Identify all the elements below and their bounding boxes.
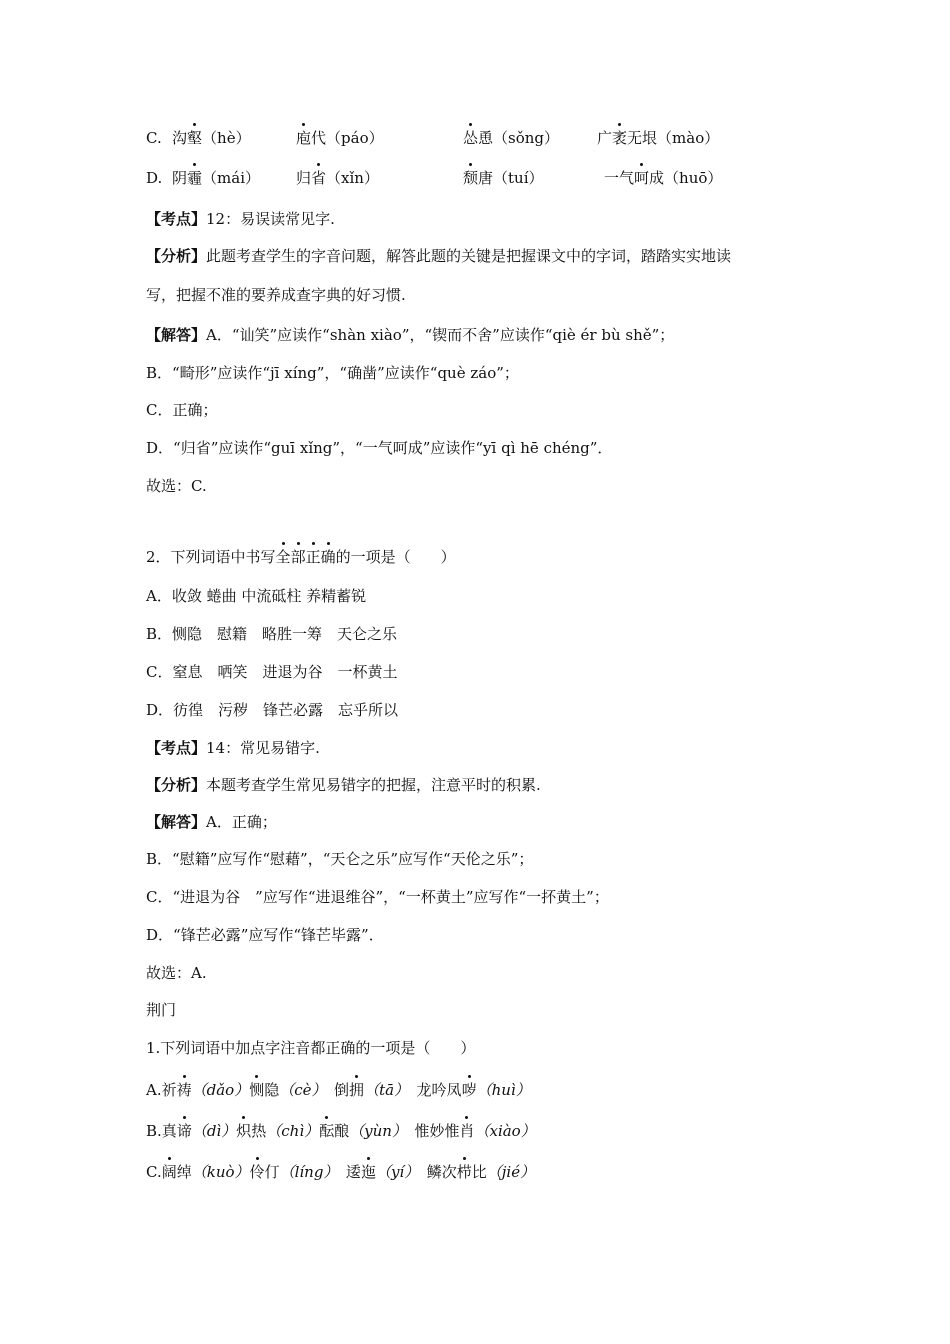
q1-c-item-1: 沟壑（hè） — [172, 129, 251, 147]
q2-option-c: C．窒息 哂笑 进退为谷 一杯黄土 — [146, 663, 398, 681]
q2-jieda-c: C．“进退为谷 ”应写作“进退维谷”，“一杯黄土”应写作“一抔黄土”； — [146, 888, 609, 906]
q2-jieda-a: 【解答】A．正确； — [146, 813, 277, 831]
dotted-char: 酝 — [319, 1122, 335, 1140]
section-q1-option-b — [146, 1121, 536, 1141]
pinyin: （tā） — [364, 1081, 417, 1099]
word-text: 比 — [471, 1163, 487, 1181]
dotted-char: 栉 — [456, 1163, 472, 1181]
word-text: 逶 — [345, 1163, 361, 1181]
q1-fenxi-cont: 写，把握不准的要养成查字典的好习惯. — [146, 286, 406, 304]
q1-jieda-d: D．“归省”应读作“guī xǐng”，“一气呵成”应读作“yī qì hē chéng”． — [146, 439, 613, 457]
q1-c-item-4: 广袤无垠（mào） — [597, 129, 720, 147]
option-label: C. — [146, 129, 162, 147]
dotted-char: 谛 — [176, 1122, 192, 1140]
dotted-char: 迤 — [360, 1163, 376, 1181]
q2-option-d: D．彷徨 污秽 锋芒必露 忘乎所以 — [146, 701, 399, 719]
q1-jieda-a: 【解答】A．“讪笑”应读作“shàn xiào”，“锲而不舍”应读作“qiè ér bù shě”； — [146, 326, 675, 344]
option-label: A. — [146, 1081, 162, 1099]
q2-stem: 2．下列词语中书写全部正确的一项是（ ） — [146, 548, 456, 566]
section-title: 荆门 — [146, 1001, 177, 1019]
word-text: 鳞次 — [426, 1163, 457, 1181]
word-text: 倒 — [334, 1081, 350, 1099]
q2-option-b: B．恻隐 慰籍 略胜一筹 天仑之乐 — [146, 625, 398, 643]
q1-d-item-4: 一气呵成（huō） — [604, 169, 723, 187]
pinyin: （cè） — [279, 1081, 335, 1099]
word-text: 惟妙惟 — [414, 1122, 460, 1140]
q2-answer: 故选：A. — [146, 964, 207, 982]
q2-jieda-d: D．“锋芒必露”应写作“锋芒毕露”． — [146, 926, 384, 944]
q1-d-item-3: 颓唐（tuí） — [463, 169, 544, 187]
pinyin: （yùn） — [349, 1122, 415, 1140]
dotted-char: 阔 — [161, 1163, 177, 1181]
dotted-char: 拥 — [349, 1081, 365, 1099]
option-label: D. — [146, 169, 163, 187]
word-text: 真 — [161, 1122, 177, 1140]
q1-d-item-1: 阴霾（mái） — [172, 169, 260, 187]
q2-fenxi: 【分析】本题考查学生常见易错字的把握，注意平时的积累. — [146, 776, 541, 794]
q1-fenxi: 【分析】此题考查学生的字音问题，解答此题的关键是把握课文中的字词，踏踏实实地读 — [146, 247, 732, 265]
section-q1-stem: 1.下列词语中加点字注音都正确的一项是（ ） — [146, 1039, 476, 1057]
dotted-char: 祷 — [176, 1081, 192, 1099]
word-text: 仃 — [264, 1163, 280, 1181]
option-label: B. — [146, 1122, 162, 1140]
section-q1-option-a — [146, 1080, 531, 1100]
q1-answer: 故选：C. — [146, 477, 207, 495]
dotted-char: 炽 — [236, 1122, 252, 1140]
q1-c-item-2: 庖代（páo） — [296, 129, 384, 147]
q1-jieda-c: C．正确； — [146, 401, 218, 419]
dotted-char: 肖 — [459, 1122, 475, 1140]
q1-d-item-2: 归省（xǐn） — [296, 169, 379, 187]
q1-jieda-b: B．“畸形”应读作“jī xíng”，“确凿”应读作“què záo”； — [146, 364, 519, 382]
word-text: 祈 — [161, 1081, 177, 1099]
pinyin: （kuò） — [191, 1163, 250, 1181]
word-text: 龙吟凤 — [416, 1081, 462, 1099]
pinyin: （jié） — [486, 1163, 536, 1181]
q2-option-a: A．收敛 蜷曲 中流砥柱 养精蓄锐 — [146, 587, 367, 605]
pinyin: （líng） — [279, 1163, 346, 1181]
pinyin: （dǎo） — [191, 1081, 250, 1099]
pinyin: （dì） — [191, 1122, 237, 1140]
q1-c-item-3: 怂恿（sǒng） — [463, 129, 560, 147]
pinyin: （yí） — [375, 1163, 427, 1181]
word-text: 隐 — [264, 1081, 280, 1099]
q2-kaodian: 【考点】14：常见易错字. — [146, 739, 320, 757]
pinyin: （xiào） — [474, 1122, 536, 1140]
word-text: 热 — [251, 1122, 267, 1140]
q1-kaodian: 【考点】12：易误读常见字. — [146, 210, 335, 228]
pinyin: （huì） — [476, 1081, 531, 1099]
option-label: C. — [146, 1163, 162, 1181]
dotted-char: 恻 — [249, 1081, 265, 1099]
dotted-char: 哕 — [461, 1081, 477, 1099]
section-q1-option-c — [146, 1162, 535, 1182]
q2-jieda-b: B．“慰籍”应写作“慰藉”，“天仑之乐”应写作“天伦之乐”； — [146, 850, 534, 868]
dotted-char: 伶 — [249, 1163, 265, 1181]
pinyin: （chì） — [266, 1122, 320, 1140]
word-text: 酿 — [334, 1122, 350, 1140]
word-text: 绰 — [176, 1163, 192, 1181]
